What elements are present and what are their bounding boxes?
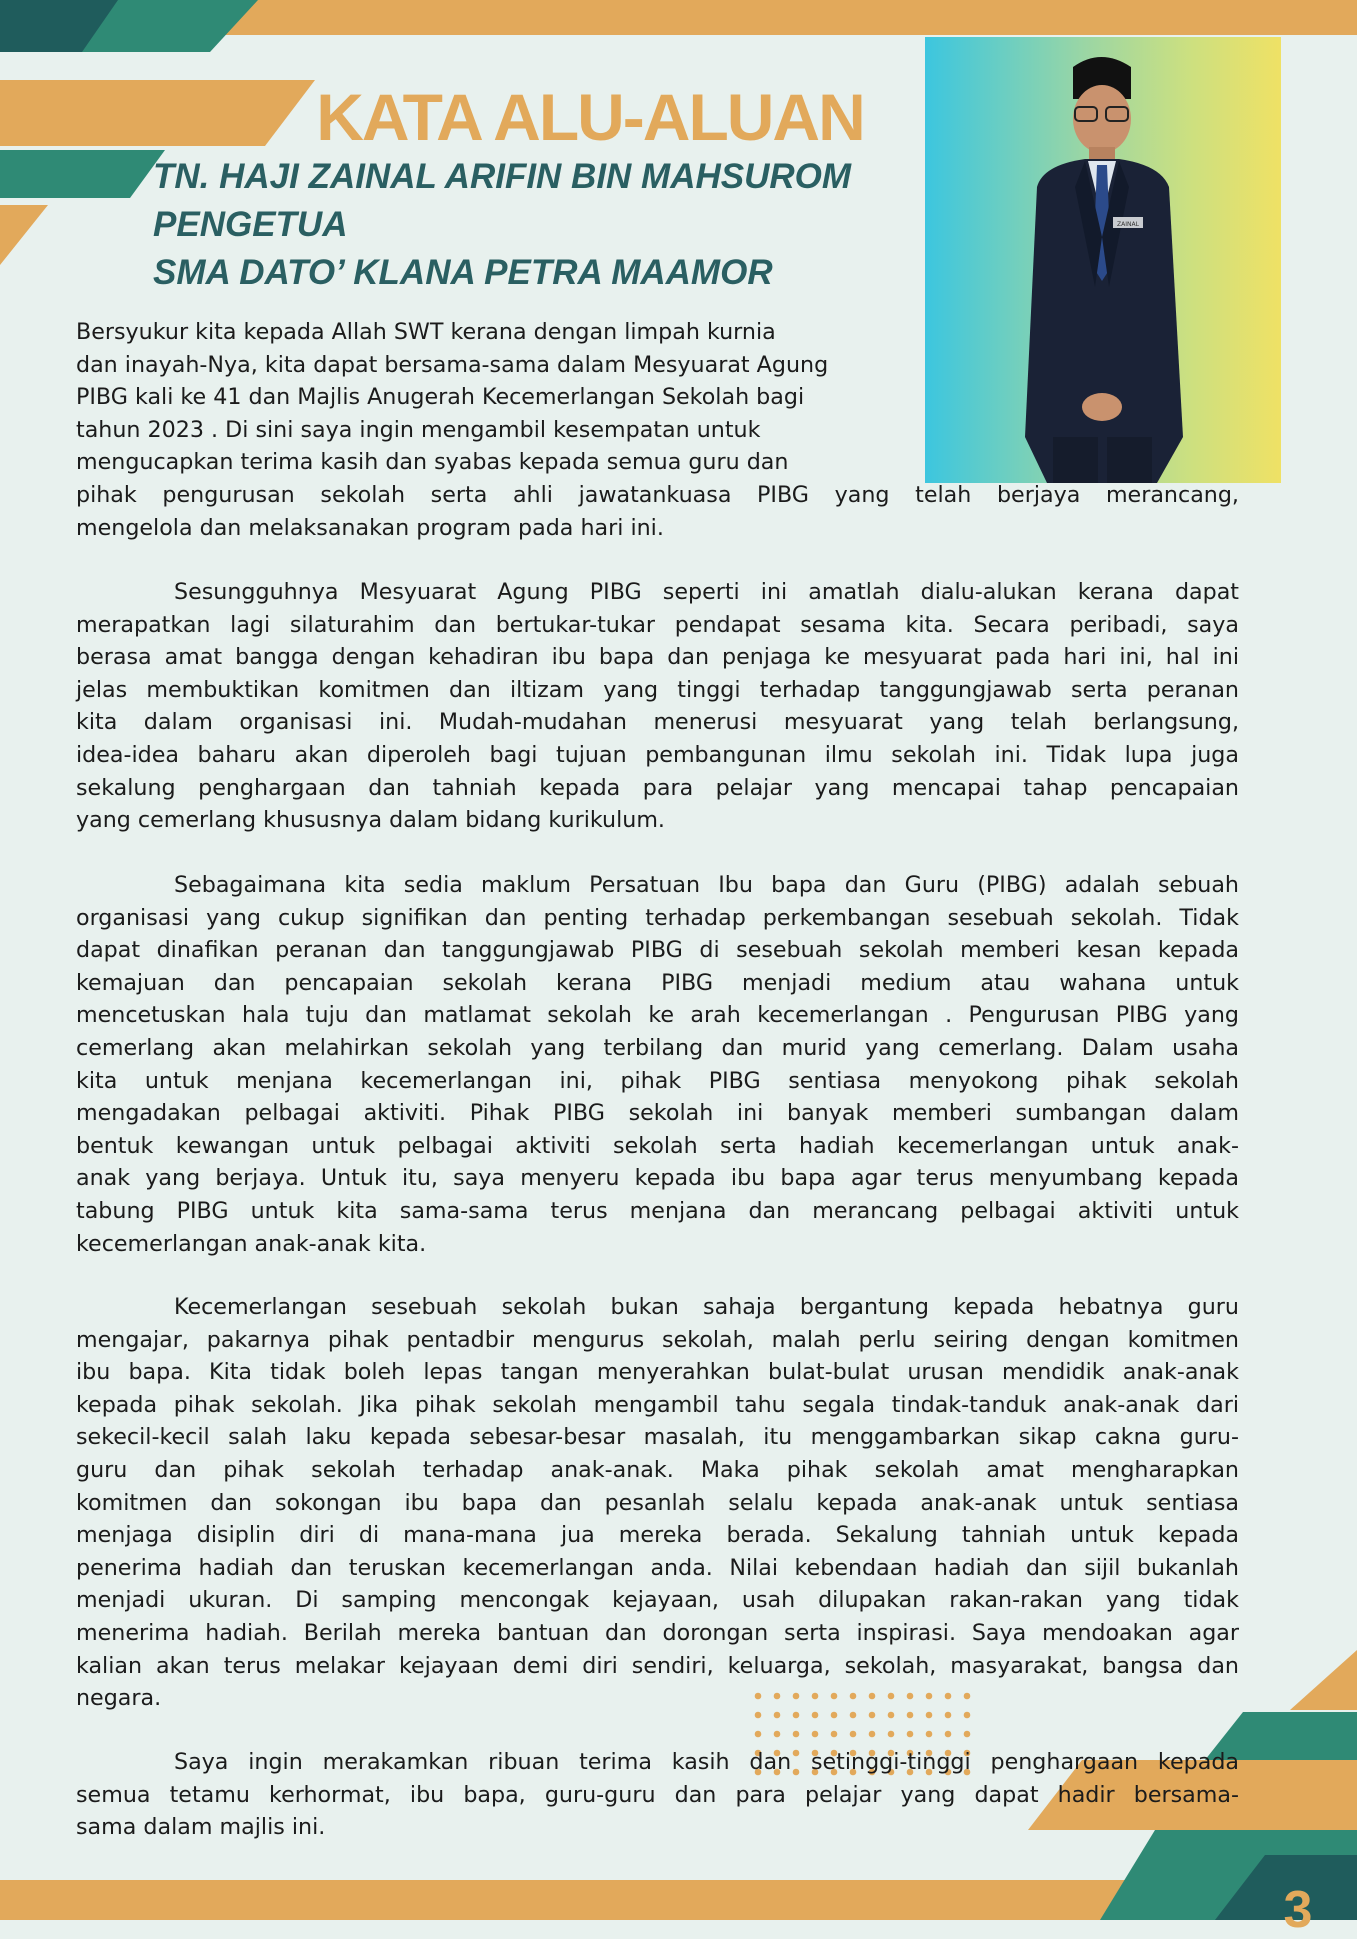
principal-name: TN. HAJI ZAINAL ARIFIN BIN MAHSUROM (153, 157, 852, 196)
dot (812, 1731, 819, 1738)
page-title: KATA ALU-ALUAN (316, 80, 864, 154)
text-line: sekecil-kecil salah laku kepada sebesar-besar masalah, itu menggambarkan sikap cakna guru- (76, 1424, 1239, 1451)
text-line: PIBG kali ke 41 dan Majlis Anugerah Kecemerlangan Sekolah bagi (76, 384, 805, 411)
dot (907, 1731, 914, 1738)
text-line: Bersyukur kita kepada Allah SWT kerana dengan limpah kurnia (76, 319, 776, 345)
text-line: mengelola dan melaksanakan program pada hari ini. (76, 514, 664, 541)
paragraph-3 (76, 869, 1239, 1260)
text-line: menerima hadiah. Berilah mereka bantuan dan dorongan serta inspirasi. Saya mendoakan agar (76, 1619, 1239, 1646)
text-line: anak yang berjaya. Untuk itu, saya menyeru kepada ibu bapa agar terus menyumbang kepada (76, 1165, 1239, 1192)
text-line: tabung PIBG untuk kita sama-sama terus menjana dan merancang pelbagai aktiviti untuk (76, 1197, 1239, 1224)
left-gold-band (0, 80, 315, 146)
paragraph-5 (76, 1746, 1239, 1844)
text-line: Kecemerlangan sesebuah sekolah bukan sahaja bergantung kepada hebatnya guru (174, 1294, 1239, 1320)
text-line: cemerlang akan melahirkan sekolah yang terbilang dan murid yang cemerlang. Dalam usaha (76, 1034, 1239, 1061)
text-line: mengadakan pelbagai aktiviti. Pihak PIBG sekolah ini banyak memberi sumbangan dalam (76, 1100, 1239, 1127)
text-line: kecemerlangan anak-anak kita. (76, 1230, 427, 1257)
dot (774, 1731, 781, 1738)
text-line: Sesungguhnya Mesyuarat Agung PIBG seperti ini amatlah dialu-alukan kerana dapat (174, 579, 1239, 605)
dot (869, 1731, 876, 1738)
principal-position: PENGETUA (153, 205, 348, 244)
text-line: merapatkan lagi silaturahim dan bertukar-tukar pendapat sesama kita. Secara peribadi, saya (76, 611, 1239, 638)
text-line: sekalung penghargaan dan tahniah kepada para pelajar yang mencapai tahap pencapaian (76, 774, 1239, 801)
text-line: mengajar, pakarnya pihak pentadbir mengurus sekolah, malah perlu seiring dengan komitmen (76, 1326, 1239, 1353)
dot (831, 1731, 838, 1738)
text-line: dapat dinafikan peranan dan tanggungjawab PIBG di sesebuah sekolah memberi kesan kepada (76, 937, 1239, 964)
text-line: sama dalam majlis ini. (76, 1814, 326, 1841)
text-line: ibu bapa. Kita tidak boleh lepas tangan menyerahkan bulat-bulat urusan mendidik anak-anak (76, 1359, 1239, 1386)
dot (964, 1731, 971, 1738)
paragraph-2 (76, 576, 1239, 837)
page-number: 3 (1283, 1881, 1313, 1939)
text-line: Sebagaimana kita sedia maklum Persatuan Ibu bapa dan Guru (PIBG) adalah sebuah (174, 872, 1239, 898)
text-line: dan inayah-Nya, kita dapat bersama-sama dalam Mesyuarat Agung (76, 351, 829, 378)
left-gold-triangle (0, 205, 48, 265)
text-line: jelas membuktikan komitmen dan iltizam yang tinggi terhadap tanggungjawab serta peranan (76, 676, 1239, 703)
text-line: pihak pengurusan sekolah serta ahli jawatankuasa PIBG yang telah berjaya merancang, (76, 481, 1239, 508)
dot (755, 1731, 762, 1738)
text-line: komitmen dan sokongan ibu bapa dan pesanlah selalu kepada anak-anak untuk sentiasa (76, 1489, 1239, 1516)
right-gold-triangle (1290, 1650, 1357, 1710)
text-line: penerima hadiah dan teruskan kecemerlangan anda. Nilai kebendaan hadiah dan sijil bukanlah (76, 1554, 1239, 1581)
text-line: kita dalam organisasi ini. Mudah-mudahan menerusi mesyuarat yang telah berlangsung, (76, 709, 1239, 736)
text-line: yang cemerlang khususnya dalam bidang kurikulum. (76, 807, 665, 834)
text-line: menjaga disiplin diri di mana-mana jua mereka berada. Sekalung tahniah untuk kepada (76, 1522, 1239, 1549)
text-line: idea-idea baharu akan diperoleh bagi tujuan pembangunan ilmu sekolah ini. Tidak lupa juga (76, 741, 1239, 768)
text-line: bentuk kewangan untuk pelbagai aktiviti sekolah serta hadiah kecemerlangan untuk anak- (76, 1132, 1239, 1159)
text-line: kita untuk menjana kecemerlangan ini, pihak PIBG sentiasa menyokong pihak sekolah (76, 1067, 1239, 1094)
paragraph-4 (76, 1291, 1239, 1715)
text-line: semua tetamu kerhormat, ibu bapa, guru-guru dan para pelajar yang dapat hadir bersama- (76, 1781, 1239, 1808)
face (1073, 85, 1131, 153)
text-line: mencetuskan hala tuju dan matlamat sekolah ke arah kecemerlangan . Pengurusan PIBG yang (76, 1002, 1239, 1029)
text-line: mengucapkan terima kasih dan syabas kepada semua guru dan (76, 449, 789, 476)
text-line: menjadi ukuran. Di samping mencongak kejayaan, usah dilupakan rakan-rakan yang tidak (76, 1587, 1239, 1614)
dot (793, 1731, 800, 1738)
dot (850, 1731, 857, 1738)
school-name: SMA DATO’ KLANA PETRA MAAMOR (153, 253, 773, 292)
left-teal-band (0, 150, 165, 198)
badge-text: ZAINAL (1117, 221, 1139, 228)
paragraph-1 (76, 316, 1239, 544)
dot (945, 1731, 952, 1738)
text-line: Saya ingin merakamkan ribuan terima kasih dan setinggi-tinggi penghargaan kepada (174, 1749, 1239, 1775)
text-line: guru dan pihak sekolah terhadap anak-anak. Maka pihak sekolah amat mengharapkan (76, 1456, 1239, 1483)
text-line: tahun 2023 . Di sini saya ingin mengambil kesempatan untuk (76, 416, 761, 443)
dot (888, 1731, 895, 1738)
text-line: kemajuan dan pencapaian sekolah kerana PIBG menjadi medium atau wahana untuk (76, 969, 1239, 996)
text-line: berasa amat bangga dengan kehadiran ibu bapa dan penjaga ke mesyuarat pada hari ini, hal ini (76, 644, 1239, 671)
dot (926, 1731, 933, 1738)
text-line: kepada pihak sekolah. Jika pihak sekolah mengambil tahu segala tindak-tanduk anak-anak dari (76, 1391, 1239, 1418)
text-line: organisasi yang cukup signifikan dan penting terhadap perkembangan sesebuah sekolah. Tidak (76, 904, 1239, 931)
text-line: kalian akan terus melakar kejayaan demi diri sendiri, keluarga, sekolah, masyarakat, bangsa dan (76, 1652, 1239, 1679)
text-line: negara. (76, 1685, 162, 1712)
